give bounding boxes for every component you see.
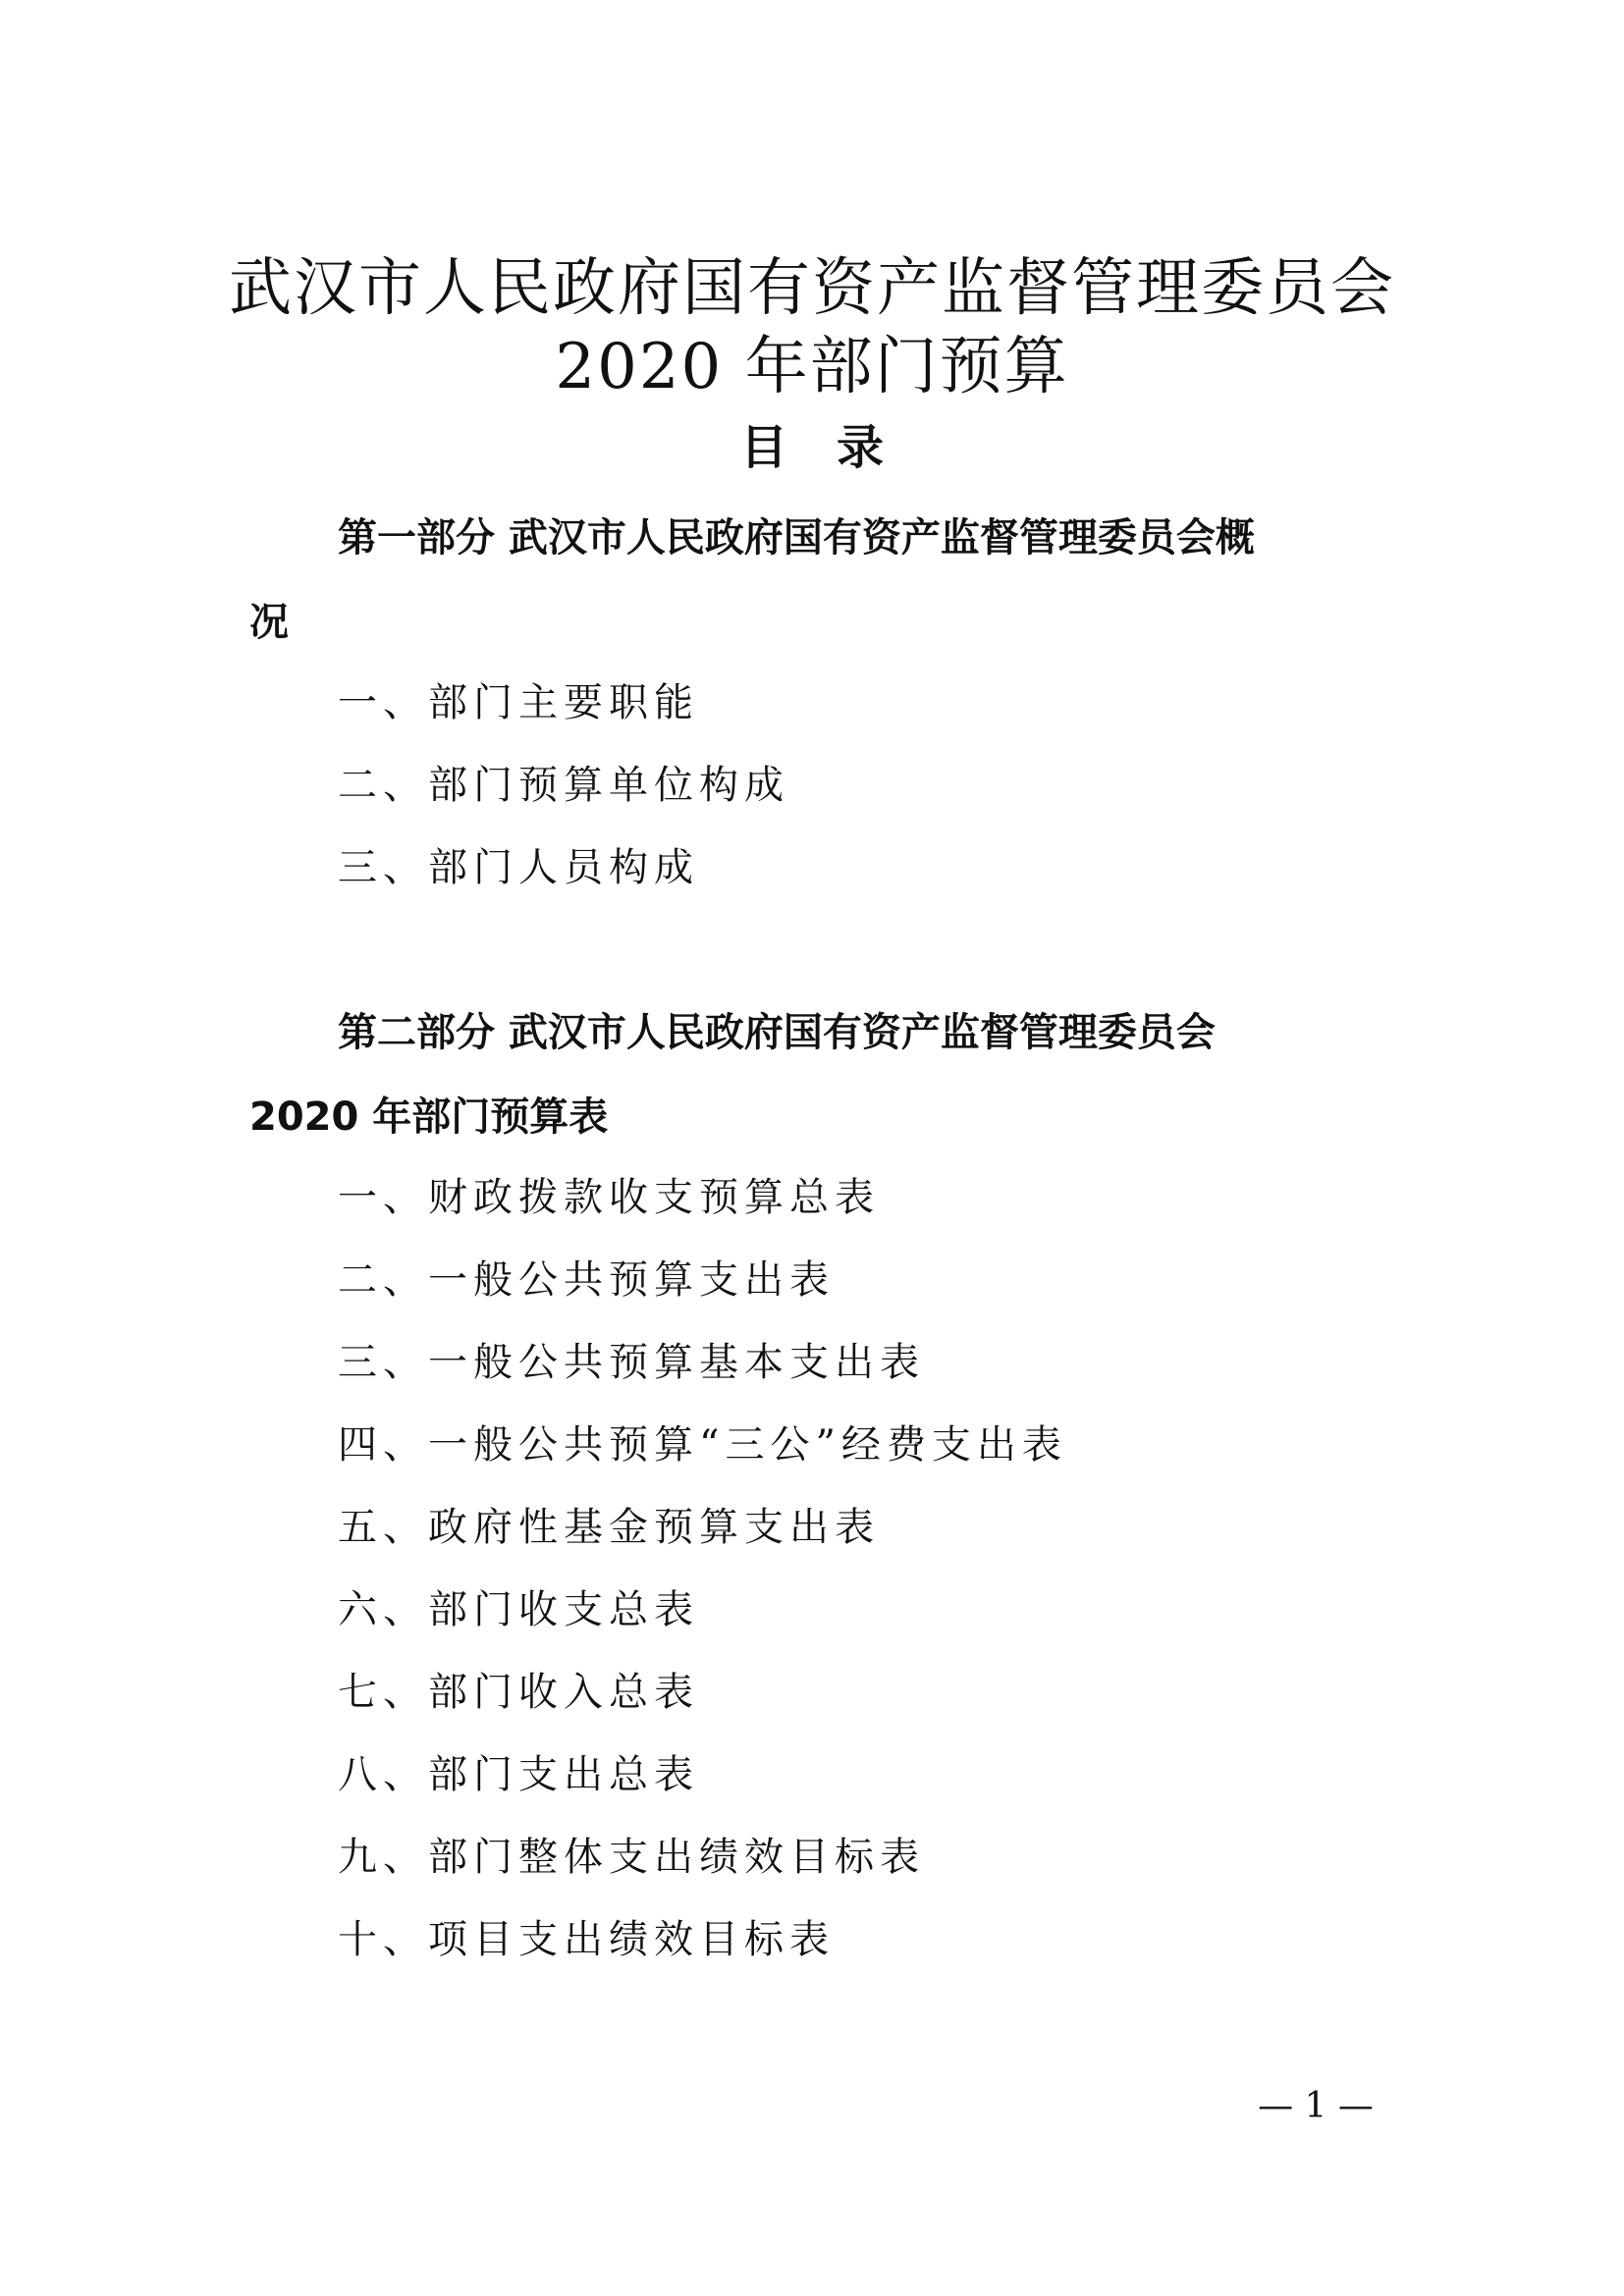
toc-item-part2-6: 六、部门收支总表 [338, 1587, 699, 1632]
document-title-line-2: 2020 年部门预算 [555, 331, 1069, 403]
document-title-line-1: 武汉市人民政府国有资产监督管理委员会 [229, 252, 1395, 325]
toc-item-part1-3: 三、部门人员构成 [338, 845, 699, 890]
part1-heading-line-2: 况 [249, 600, 289, 645]
toc-item-part1-2: 二、部门预算单位构成 [338, 763, 789, 808]
toc-item-part1-1: 一、部门主要职能 [338, 680, 699, 725]
page-number: — 1 — [1258, 2086, 1374, 2126]
part2-heading-line-1: 第二部分 武汉市人民政府国有资产监督管理委员会 [338, 1010, 1216, 1055]
toc-item-part2-2: 二、一般公共预算支出表 [338, 1257, 835, 1303]
toc-item-part2-5: 五、政府性基金预算支出表 [338, 1505, 880, 1550]
toc-item-part2-4: 四、一般公共预算“三公”经费支出表 [338, 1422, 1067, 1468]
part2-heading-line-2: 2020 年部门预算表 [249, 1095, 609, 1140]
toc-item-part2-1: 一、财政拨款收支预算总表 [338, 1175, 880, 1220]
toc-item-part2-8: 八、部门支出总表 [338, 1752, 699, 1797]
toc-heading: 目录 [739, 420, 933, 475]
toc-item-part2-10: 十、项目支出绩效目标表 [338, 1917, 835, 1962]
toc-item-part2-9: 九、部门整体支出绩效目标表 [338, 1835, 925, 1880]
part1-heading-line-1: 第一部分 武汉市人民政府国有资产监督管理委员会概 [338, 515, 1255, 561]
toc-item-part2-3: 三、一般公共预算基本支出表 [338, 1340, 925, 1385]
toc-item-part2-7: 七、部门收入总表 [338, 1670, 699, 1715]
